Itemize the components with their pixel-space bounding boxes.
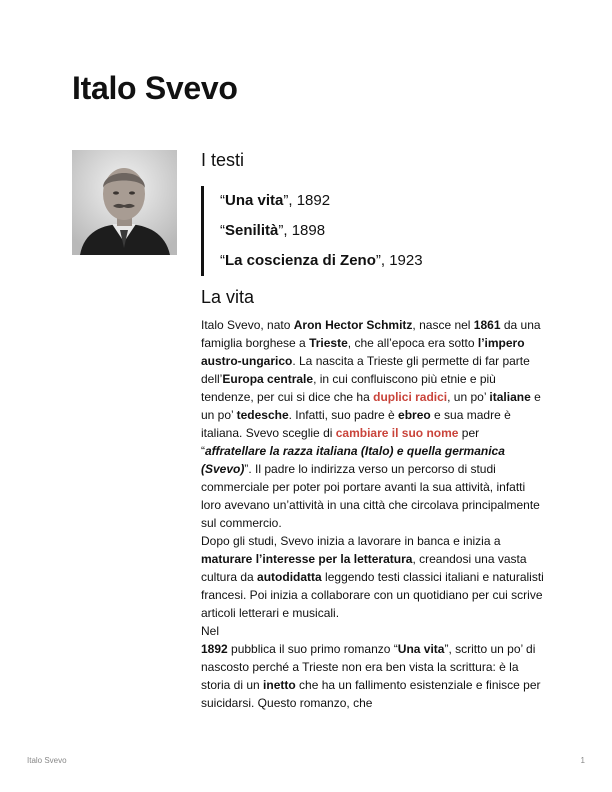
- work-title: La coscienza di Zeno: [225, 252, 376, 269]
- paragraph: Italo Svevo, nato Aron Hector Schmitz, nasce nel 1861 da una famiglia borghese a Trieste, che all’epoca era sotto l’impero austro-ungarico. La nascita a Trieste gli permette di far parte dell’Europa centrale, in cui confluiscono più etnie e più tendenze, per cui si dice che ha duplici radici, un po’ italiane e un po’ tedesche. Infatti, suo padre è ebreo e sua madre è italiana. Svevo sceglie di cambiare il suo nome per “affratellare la razza italiana (Italo) e quella germanica (Svevo)”. Il padre lo indirizza verso un percorso di studi commerciale per poter poi portare avanti la sua attività, infatti loro avevano un’attività in una città che circolava principalmente sul commercio.: [201, 318, 541, 530]
- list-item: “Una vita”, 1892: [220, 192, 331, 209]
- paragraph: Dopo gli studi, Svevo inizia a lavorare in banca e inizia a maturare l’interesse per la letteratura, creandosi una vasta cultura da autodidatta leggendo testi classici italiani e naturalisti francesi. Poi inizia a collaborare con un quotidiano per cui scrive articoli letterari e musicali.: [201, 534, 544, 620]
- work-year: , 1892: [288, 192, 331, 209]
- work-year: , 1898: [283, 222, 326, 239]
- paragraph: Nel: [201, 624, 220, 638]
- portrait-photo-icon: [72, 150, 177, 255]
- highlighted-term: cambiare il suo nome: [335, 426, 459, 440]
- biography-text: [201, 316, 546, 712]
- work-year: , 1923: [380, 252, 423, 269]
- paragraph: 1892 pubblica il suo primo romanzo “Una vita”, scritto un po’ di nascosto perché a Trieste non era ben vista la scrittura: è la storia di un inetto che ha un fallimento esistenziale e finisce per suicidarsi. Questo romanzo, che: [201, 642, 541, 710]
- page-title: Italo Svevo: [72, 70, 238, 106]
- works-list: [201, 186, 480, 276]
- author-portrait: [72, 150, 177, 255]
- page-number: 1: [580, 756, 585, 765]
- section-heading-vita: La vita: [201, 287, 255, 307]
- list-item: “Senilità”, 1898: [220, 222, 326, 239]
- work-title: Una vita: [225, 192, 284, 209]
- footer-title: Italo Svevo: [27, 756, 67, 765]
- work-title: Senilità: [225, 222, 279, 239]
- highlighted-term: duplici radici: [373, 390, 448, 404]
- list-item: “La coscienza di Zeno”, 1923: [220, 252, 423, 269]
- section-heading-testi: I testi: [201, 150, 245, 170]
